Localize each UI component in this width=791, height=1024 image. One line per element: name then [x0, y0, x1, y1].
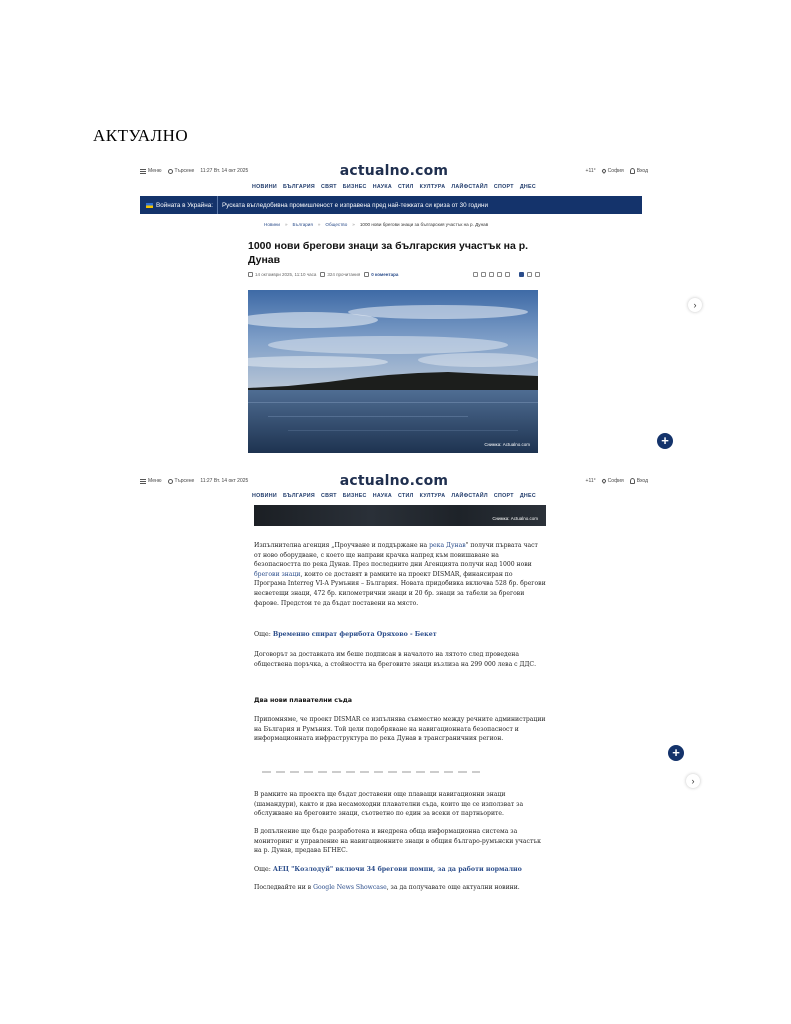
link-icon[interactable]: [527, 272, 532, 277]
nav-item[interactable]: СТИЛ: [398, 493, 414, 499]
breadcrumb-separator: »: [352, 222, 355, 227]
city-selector[interactable]: [602, 168, 624, 174]
login-button[interactable]: [630, 478, 648, 484]
chevron-right-icon: ›: [691, 776, 695, 786]
search-icon: [168, 169, 173, 174]
eye-icon: [320, 272, 325, 277]
nav-item[interactable]: КУЛТУРА: [419, 184, 446, 190]
city-selector[interactable]: [602, 478, 624, 484]
search-button[interactable]: [168, 168, 195, 174]
breadcrumb-item[interactable]: България: [292, 222, 313, 227]
breadcrumb-separator: »: [317, 222, 321, 227]
nav-item[interactable]: ЛАЙФСТАЙЛ: [451, 493, 488, 499]
article-photo-bottom: [254, 505, 546, 526]
breadcrumb: [264, 222, 488, 227]
menu-icon: [140, 479, 146, 484]
document-heading: АКТУАЛНО: [93, 126, 189, 145]
cropped-text-line: [262, 771, 480, 773]
nav-item[interactable]: НАУКА: [372, 184, 392, 190]
ticker-headline[interactable]: Руската въгледобивна промишленост е изправена пред най-тежката си криза от 30 години: [221, 201, 489, 209]
datetime: 11:27 Вт. 14 окт 2025: [200, 168, 249, 174]
plus-icon: +: [661, 433, 669, 448]
paragraph-5: В допълнение ще бъде разработена и внедрена обща информационна система за мониторинг и управление на навигационните знаци в общия българо-румънски участък на р. Дунав, предава БГНЕС.: [254, 828, 541, 855]
nav-item[interactable]: СТИЛ: [398, 184, 414, 190]
paragraph-4: В рамките на проекта ще бъдат доставени още плаващи навигационни знаци (шамандури), както и два несамоходни плавателни съда, които ще се използват за обслужване на бреговите знаци, съответно по един за всеки от партньорите.: [254, 791, 524, 818]
login-label: Вход: [636, 168, 648, 174]
nav-item[interactable]: СВЯТ: [321, 493, 337, 499]
bookmark-icon[interactable]: [519, 272, 524, 277]
shore-signs-link[interactable]: брегови знаци: [254, 570, 301, 578]
login-label: Вход: [636, 478, 648, 484]
nav-item[interactable]: СПОРТ: [493, 493, 514, 499]
site-logo[interactable]: actualno.com: [339, 473, 449, 489]
add-button[interactable]: [668, 745, 684, 761]
print-icon[interactable]: [535, 272, 540, 277]
search-icon: [168, 479, 173, 484]
location-icon: [601, 168, 607, 174]
x-icon[interactable]: [481, 272, 486, 277]
search-label: Търсене: [174, 168, 195, 174]
location-icon: [601, 478, 607, 484]
nav-item[interactable]: БЪЛГАРИЯ: [283, 493, 315, 499]
article-date: 14 октомври 2025, 11:10 часа: [248, 272, 316, 277]
breadcrumb-separator: »: [284, 222, 288, 227]
user-icon: [630, 478, 635, 484]
chevron-right-icon: ›: [693, 300, 697, 310]
nav-item[interactable]: СВЯТ: [321, 184, 337, 190]
paragraph-1: Изпълнителна агенция „Проучване и поддържане на река Дунав" получи първата част от ново оборудване, с което ще направи крачка напред към повишаване на безопасността по река Дунав. През последните дни Агенцията получи над 1000 нови брегови знаци, които се доставят в рамките на проект DISMAR, финансиран по Програма Interreg VI-A Румъния – България. Новата придобивка включва 528 бр. брегови несветещи знаци, 472 бр. километрични знаци и 20 бр. знаци за табели за брегови фарове. Предстои те да бъдат поставени на място.: [254, 542, 546, 607]
danube-river-image: [248, 290, 538, 453]
breadcrumb-item[interactable]: Общество: [325, 222, 348, 227]
temperature: +11°: [585, 168, 596, 174]
add-button[interactable]: [657, 433, 673, 449]
news-ticker[interactable]: [140, 196, 642, 214]
nav-item[interactable]: БИЗНЕС: [342, 184, 367, 190]
article-meta: [248, 270, 540, 278]
top-header: [140, 161, 648, 181]
nav-item[interactable]: НОВИНИ: [252, 493, 278, 499]
nav-item[interactable]: ЛАЙФСТАЙЛ: [451, 184, 488, 190]
share-icons: [473, 272, 540, 277]
menu-label: Меню: [148, 478, 162, 484]
menu-icon: [140, 169, 146, 174]
nav-item[interactable]: НОВИНИ: [252, 184, 278, 190]
telegram-icon[interactable]: [497, 272, 502, 277]
ticker-tag: [140, 196, 218, 214]
facebook-icon[interactable]: [473, 272, 478, 277]
google-news-link[interactable]: Google News Showcase: [313, 884, 387, 891]
article-title: 1000 нови брегови знаци за българския участък на р. Дунав: [248, 240, 529, 266]
plus-icon: +: [672, 745, 680, 760]
related-link-1[interactable]: Още: Временно спират ферибота Оряхово - Бекет: [254, 631, 437, 638]
breadcrumb-item[interactable]: Новини: [264, 222, 280, 227]
search-button[interactable]: [168, 478, 195, 484]
nav-item[interactable]: СПОРТ: [493, 184, 514, 190]
article-views: 324 прочитания: [320, 272, 360, 277]
nav-item[interactable]: ДНЕС: [519, 184, 536, 190]
menu-button[interactable]: [140, 168, 162, 174]
main-nav: [140, 184, 648, 190]
menu-button[interactable]: [140, 478, 162, 484]
search-label: Търсене: [174, 478, 195, 484]
nav-item[interactable]: КУЛТУРА: [419, 493, 446, 499]
city-label: София: [607, 478, 624, 484]
comments-link[interactable]: 0 коментара: [364, 272, 398, 277]
city-label: София: [607, 168, 624, 174]
danube-river-link[interactable]: река Дунав: [429, 542, 466, 549]
article-photo: [248, 290, 538, 453]
sticky-header: [140, 471, 648, 491]
paragraph-6: Последвайте ни в Google News Showcase, за да получавате още актуални новини.: [254, 884, 520, 891]
ukraine-flag-icon: [146, 203, 153, 208]
photo-credit: Снимка: Actualno.com: [492, 516, 538, 521]
nav-item[interactable]: БЪЛГАРИЯ: [283, 184, 315, 190]
nav-item[interactable]: ДНЕС: [519, 493, 536, 499]
next-arrow-button[interactable]: [686, 774, 700, 788]
temperature: +11°: [585, 478, 596, 484]
calendar-icon: [248, 272, 253, 277]
messenger-icon[interactable]: [489, 272, 494, 277]
menu-label: Меню: [148, 168, 162, 174]
datetime: 11:27 Вт. 14 окт 2025: [200, 478, 249, 484]
ticker-tag-label: Войната в Украйна:: [156, 201, 213, 209]
related-link-2[interactable]: Още: АЕЦ "Козлодуй" включи 34 брегови помпи, за да работи нормално: [254, 866, 522, 873]
login-button[interactable]: [630, 168, 648, 174]
paragraph-3: Припомняме, че проект DISMAR се изпълнява съвместно между речните администрации на България и Румъния. Той цели подобряване на навигационната безопасност и информационната инфраструктура по река Дунав в трансграничния регион.: [254, 716, 546, 743]
breadcrumb-current: 1000 нови брегови знаци за българския участък на р. Дунав: [359, 222, 489, 227]
next-arrow-button[interactable]: [688, 298, 702, 312]
user-icon: [630, 168, 635, 174]
nav-item[interactable]: НАУКА: [372, 493, 392, 499]
site-logo[interactable]: actualno.com: [339, 163, 449, 179]
sticky-nav: [140, 493, 648, 499]
comment-icon: [364, 272, 369, 277]
nav-item[interactable]: БИЗНЕС: [342, 493, 367, 499]
photo-credit: Снимка: Actualno.com: [484, 442, 530, 447]
email-icon[interactable]: [505, 272, 510, 277]
section-subheading: Два нови плавателни съда: [254, 697, 353, 704]
paragraph-2: Договорът за доставката им беше подписан в началото на лятото след проведена обществена поръчка, а стойността на бреговите знаци възлиза на 299 000 лева с ДДС.: [254, 651, 537, 668]
